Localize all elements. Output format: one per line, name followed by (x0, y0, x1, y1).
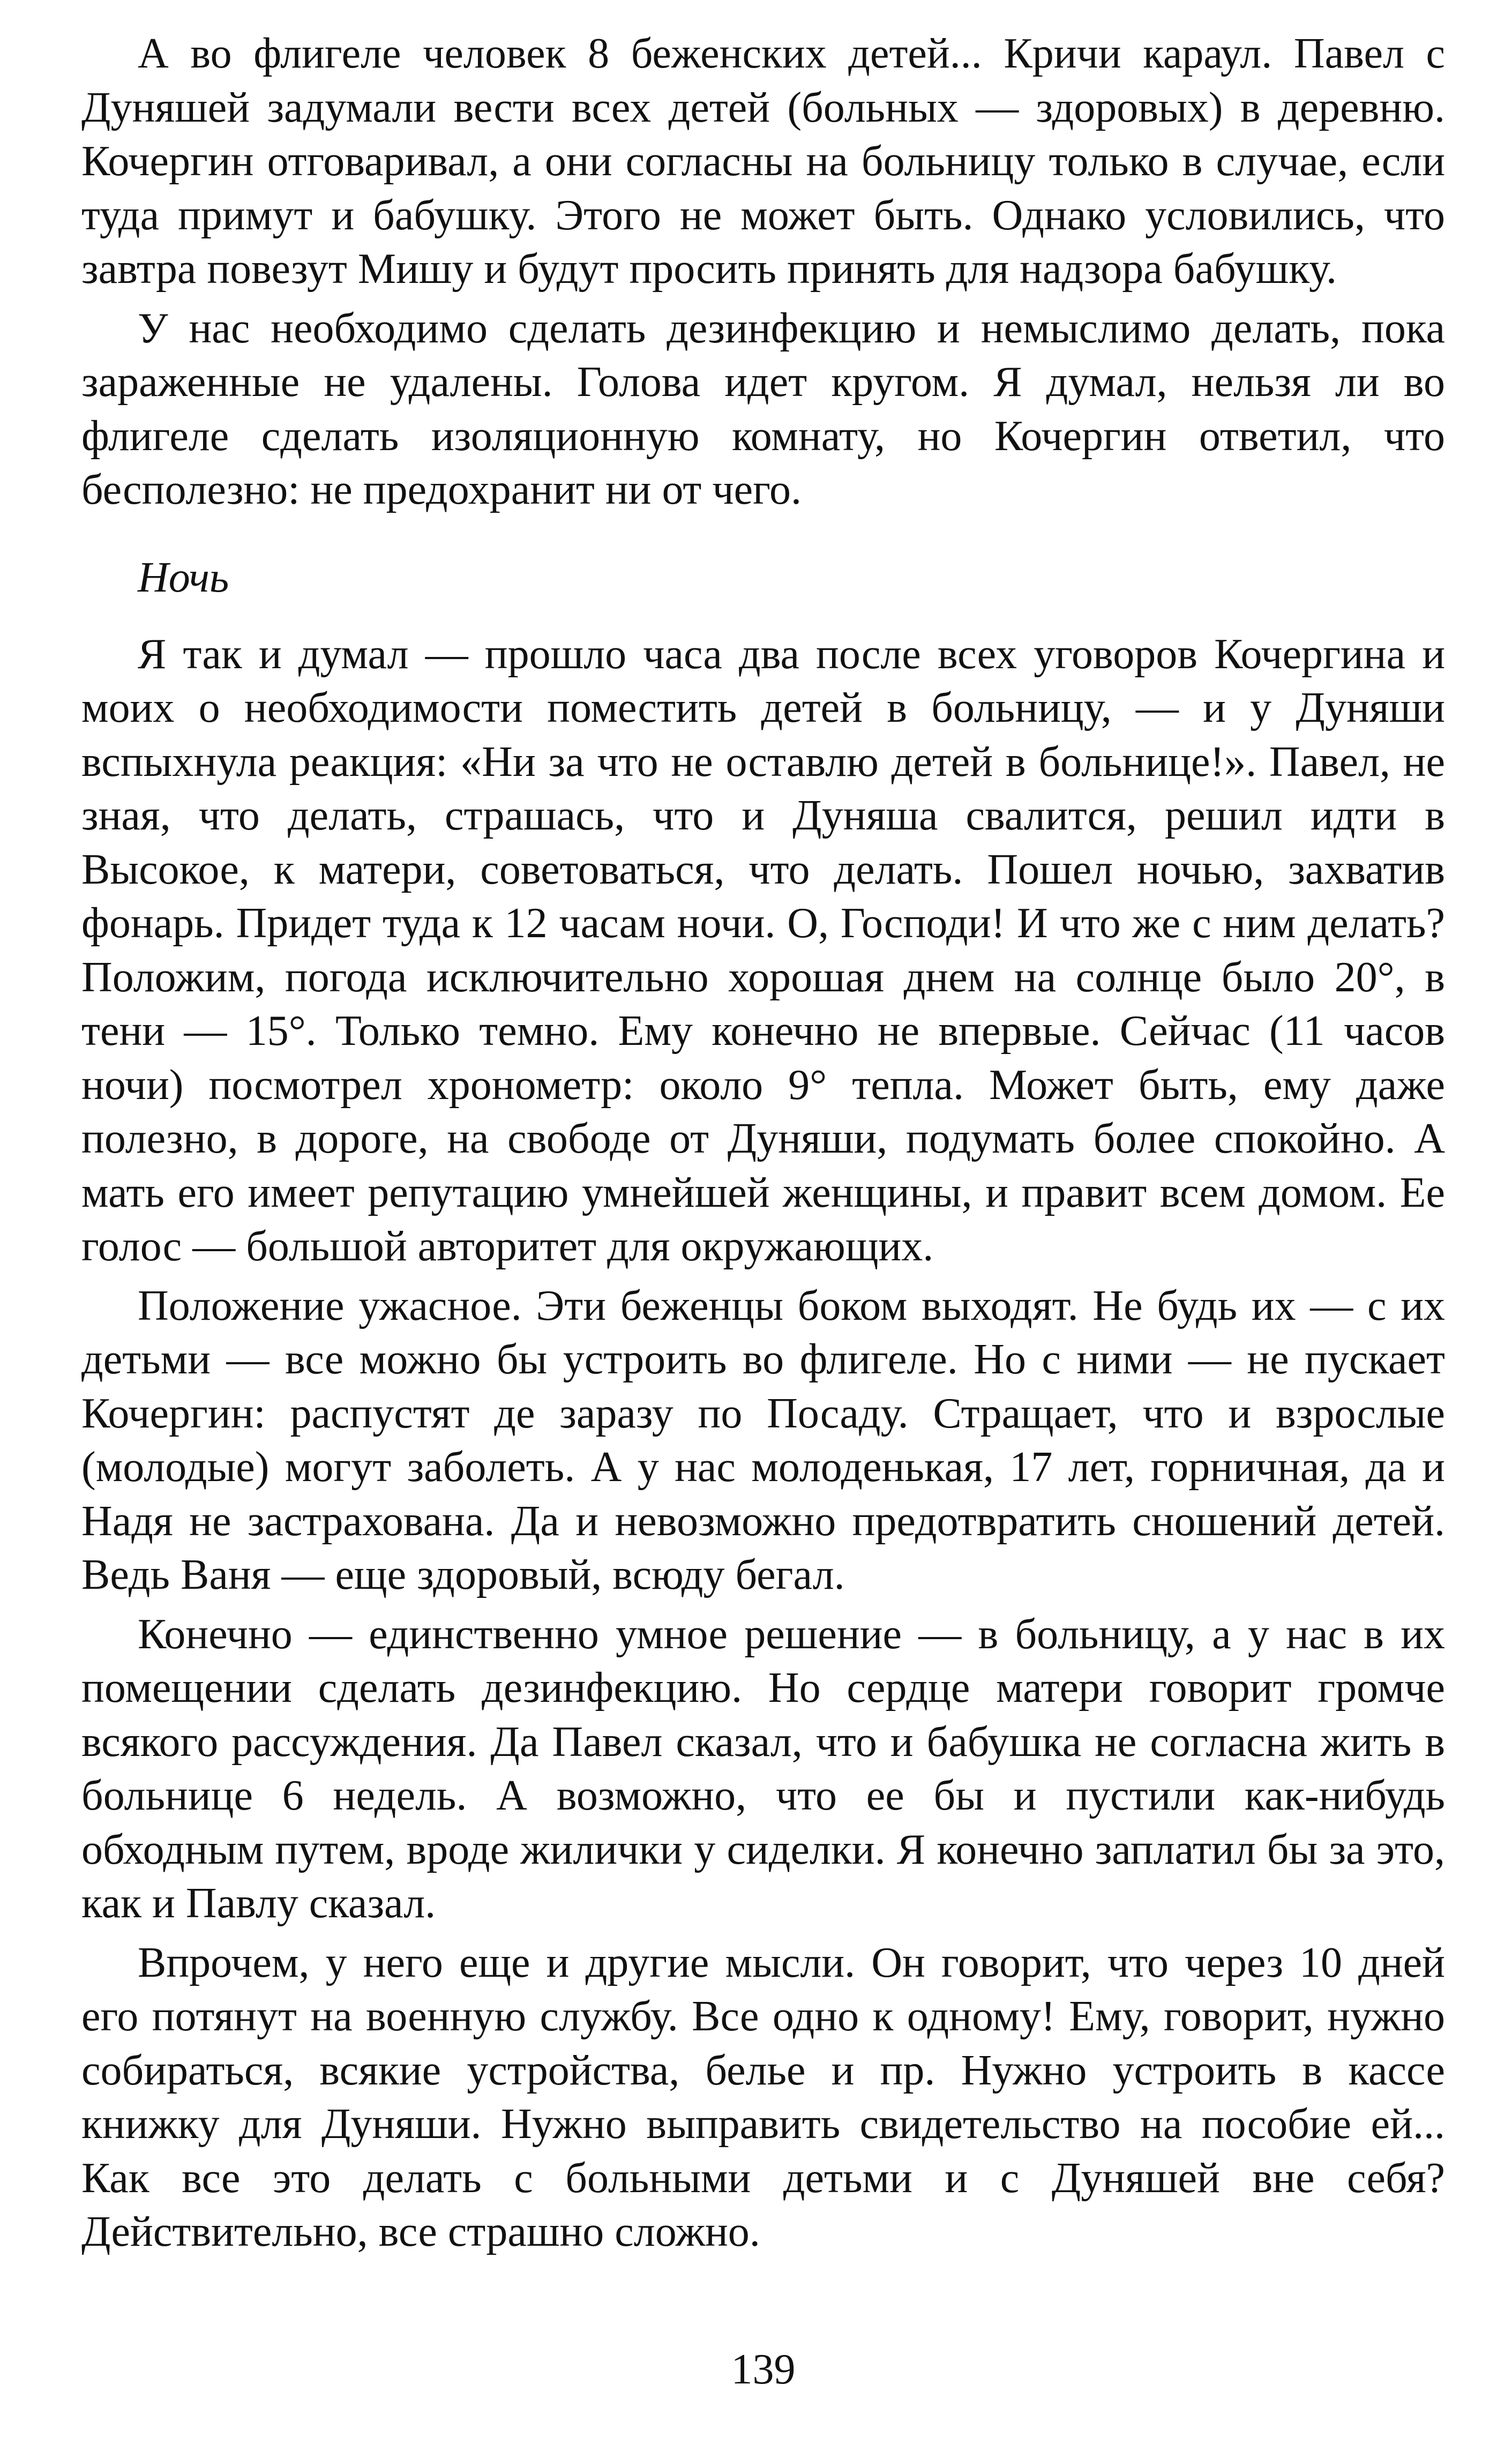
paragraph-4: Положение ужасное. Эти беженцы боком выходят. Не будь их — с их детьми — все можно бы устроить во флигеле. Но с ними — не пускает Кочергин: распустят де заразу по Посаду. Стращает, что и взрослые (молодые) могут заболеть. А у нас молоденькая, 17 лет, горничная, да и Надя не застрахована. Да и невозможно предотвратить сношений детей. Ведь Ваня — еще здоровый, всюду бегал. (81, 1282, 1445, 1598)
paragraph-6: Впрочем, у него еще и другие мысли. Он говорит, что через 10 дней его потянут на военную службу. Все одно к одному! Ему, говорит, нужно собираться, всякие устройства, белье и пр. Нужно устроить в кассе книжку для Дуняши. Нужно выправить свидетельство на пособие ей... Как все это делать с больными детьми и с Дуняшей вне себя? Действительно, все страшно сложно. (81, 1939, 1445, 2255)
paragraph-1: А во флигеле человек 8 беженских детей... Кричи караул. Павел с Дуняшей задумали вести всех детей (больных — здоровых) в деревню. Кочергин отговаривал, а они согласны на больницу только в случае, если туда примут и бабушку. Этого не может быть. Однако условились, что завтра повезут Мишу и будут просить принять для надзора бабушку. (81, 30, 1445, 293)
paragraph-2: У нас необходимо сделать дезинфекцию и немыслимо делать, пока зараженные не удалены. Голова идет кругом. Я думал, нельзя ли во флигеле сделать изоляционную комнату, но Кочергин ответил, что бесполезно: не предохранит ни от чего. (81, 304, 1445, 513)
book-page (81, 27, 1445, 2432)
page-number: 139 (731, 2346, 796, 2393)
paragraph-3: Я так и думал — прошло часа два после всех уговоров Кочергина и моих о необходимости поместить детей в больницу, — и у Дуняши вспыхнула реакция: «Ни за что не оставлю детей в больнице!». Павел, не зная, что делать, страшась, что и Дуняша свалится, решил идти в Высокое, к матери, советоваться, что делать. Пошел ночью, захватив фонарь. Придет туда к 12 часам ночи. О, Господи! И что же с ним делать? Положим, погода исключительно хорошая днем на солнце было 20°, в тени — 15°. Только темно. Ему конечно не впервые. Сейчас (11 часов ночи) посмотрел хронометр: около 9° тепла. Может быть, ему даже полезно, в дороге, на свободе от Дуняши, подумать более спокойно. А мать его имеет репутацию умнейшей женщины, и правит всем домом. Ее голос — большой авторитет для окружающих. (81, 630, 1445, 1270)
section-heading-night: Ночь (138, 554, 229, 601)
paragraph-5: Конечно — единственно умное решение — в больницу, а у нас в их помещении сделать дезинфекцию. Но сердце матери говорит громче всякого рассуждения. Да Павел сказал, что и бабушка не согласна жить в больнице 6 недель. А возможно, что ее бы и пустили как-нибудь обходным путем, вроде жилички у сиделки. Я конечно заплатил бы за это, как и Павлу сказал. (81, 1610, 1445, 1927)
